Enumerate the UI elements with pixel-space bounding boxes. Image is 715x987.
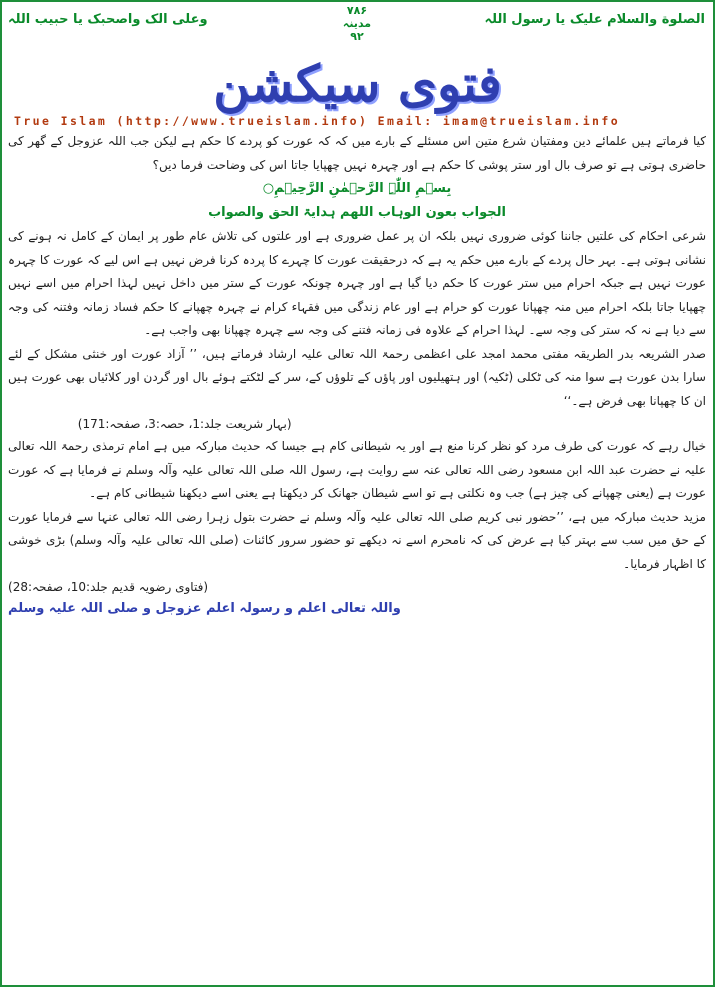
fatwa-body: [8, 130, 706, 620]
closing-line: واللہ تعالی اعلم و رسولہ اعلم عزوجل و صلی اللہ علیہ وسلم: [8, 601, 401, 616]
answer-paragraph-3: خیال رہے کہ عورت کی طرف مرد کو نظر کرنا منع ہے اور یہ شیطانی کام ہے جیسا کہ حدیث مبارکہ میں ہے امام ترمذی رحمۃ اللہ تعالی علیہ نے حضرت عبد اللہ ابن مسعود رضی اللہ تعالی عنہ سے روایت ہے، رسول اللہ صلی اللہ تعالی علیہ وآلہ وسلم نے فرمایا ہے کہ عورت عورت ہے (یعنی چھپانے کی چیز ہے) جب وہ نکلتی ہے تو اسے شیطان جھانک کر دیکھتا ہے یعنی اسے دیکھنا شیطانی کام ہے۔: [8, 439, 706, 500]
header-salutation-right: الصلوة والسلام علیک یا رسول اللہ: [484, 12, 705, 27]
contact-line: True Islam (http://www.trueislam.info) Email: imam@trueislam.info: [14, 114, 621, 128]
question-text: کیا فرماتے ہیں علمائے دین ومفتیان شرع متین اس مسئلے کے بارے میں کہ کہ عورت کو پردے کا حکم ہے لیکن جب اللہ عزوجل کے گھر کی حاضری ہوتی ہے تو صرف بال اور ستر پوشی کا حکم ہے اور چہرہ نہیں چھپایا جاتا اس کی وضاحت فرما دیں؟: [8, 134, 707, 172]
answer-paragraph-2: صدر الشریعہ بدر الطریقہ مفتی محمد امجد علی اعظمی رحمۃ اللہ تعالی علیہ ارشاد فرماتے ہیں، ’’ آزاد عورت اور خنثی مشکل کے لئے سارا بدن عورت ہے سوا منہ کی ٹکلی (ٹکیہ) اور ہتھیلیوں اور پاؤں کے تلوؤں کے، سر کے لٹکتے ہوئے بال اور گردن اور کلائیاں بھی عورت ہیں ان کا چھپانا بھی فرض ہے۔‘‘: [8, 346, 706, 408]
answer-paragraph-1: شرعی احکام کی علتیں جاننا کوئی ضروری نہیں بلکہ ان پر عمل ضروری ہے اور علتوں کی تلاش عام طور پر ایمان کے کامل نہ ہونے کی نشانی ہوتی ہے۔ بہر حال پردے کے بارے میں حکم یہ ہے کہ درحقیقت عورت کا چہرے کا پردہ کرنا فرض نہیں ہے اس لیے کہ عورت کا چہرہ عورت نہیں ہے جبکہ احرام میں ستر عورت کا حکم دیا گیا ہے اور چہرہ چونکہ عورت کے ستر میں داخل نہیں لہذا احرام میں اسے نہیں چھپایا جاتا بلکہ احرام میں منہ چھپانا عورت کو حرام ہے اور عام زندگی میں فقہاء کرام نے چہرہ چھپانے کا حکم فساد زمانہ وفتنہ کی وجہ سے دیا ہے نہ کہ ستر کی وجہ سے۔ لہذا احرام کے علاوہ فی زمانہ فتنے کی وجہ سے چہرہ چھپانا بھی واجب ہے۔: [8, 229, 706, 337]
header-92: ۹۲: [350, 30, 364, 43]
answer-heading: الجواب بعون الوہاب اللھم ہدایۃ الحق والصواب: [208, 205, 506, 220]
page-title: فتوی سیکشن: [213, 54, 502, 113]
bismillah: بِسۡمِ اللّٰہِ الرَّحۡمٰنِ الرَّحِیۡمِ○: [262, 181, 452, 196]
header-madina: مدینہ: [342, 17, 372, 30]
header-786: ۷۸۶: [346, 4, 368, 17]
reference-1: (بہار شریعت جلد:1، حصہ:3، صفحہ:171): [77, 417, 292, 431]
header-medina-badge: [332, 4, 382, 43]
header-salutation-left: وعلی الک واصحبک یا حبیب اللہ: [8, 12, 208, 27]
answer-paragraph-4: مزید حدیث مبارکہ میں ہے، ’’حضور نبی کریم صلی اللہ تعالی علیہ وآلہ وسلم نے حضرت بتول زہرا رضی اللہ تعالی عنہا سے فرمایا عورت کے حق میں سب سے بہتر کیا ہے عرض کی کہ نامحرم اسے نہ دیکھے تو حضور سرور کائنات (صلی اللہ تعالی علیہ وآلہ وسلم) بڑی خوشی کا اظہار فرمایا۔: [8, 509, 706, 571]
reference-2: (فتاوی رضویہ قدیم جلد:10، صفحہ:28): [8, 580, 209, 594]
header: [2, 2, 713, 52]
